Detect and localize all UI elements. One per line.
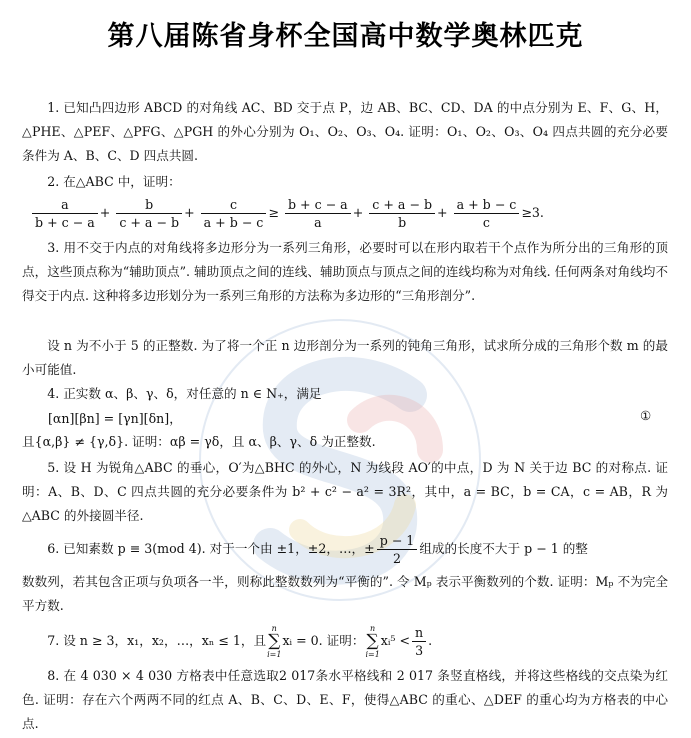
fraction: $\frac{b + c - a}{a}$ xyxy=(285,196,351,231)
fraction: $\frac{a + b - c}{c}$ xyxy=(454,196,520,231)
problem-5: 5. 设 H 为锐角△ABC 的垂心，O′为△BHC 的外心，N 为线段 AO′的中点，D 为 N 关于边 BC 的对称点. 证明：A、B、D、C 四点共圆的充分必要条件为 b² + c² − a² = 3R²，其中，a = BC，b = CA，c = AB，R 为△ABC 的外接圆半径. xyxy=(22,460,668,523)
problem-1: 1. 已知凸四边形 ABCD 的对角线 AC、BD 交于点 P，边 AB、BC、CD、DA 的中点分别为 E、F、G、H，△PHE、△PEF、△PFG、△PGH 的外心分别为 O₁、O₂、O₃、O₄. 证明：O₁、O₂、O₃、O₄ 四点共圆的充分必要条件为 A、B、C、D 四点共圆. xyxy=(22,100,668,163)
page-title: 第八届陈省身杯全国高中数学奥林匹克 xyxy=(107,21,584,52)
problem-2-intro: 2. 在△ABC 中，证明： xyxy=(47,174,181,189)
equation-number: ① xyxy=(640,408,652,423)
fraction: $\frac{n}{3}$ xyxy=(412,624,426,659)
fraction: $\frac{b}{c + a - b}$ xyxy=(116,196,182,231)
problem-7: 7. 设 n ≥ 3，x₁，x₂，…，xₙ ≤ 1，且 n ∑ i=1 xᵢ = 0. 证明： n ∑ i=1 xᵢ⁵ < $\frac{n}{3}$ . xyxy=(47,624,433,659)
summation-symbol: n ∑ i=1 xyxy=(267,624,282,659)
problem-6-first-line: 6. 已知素数 p ≡ 3(mod 4). 对于一个由 ±1，±2，…，± $\frac{p - 1}{2}$ 组成的长度不大于 p − 1 的整 xyxy=(47,533,588,566)
problem-2-inequality: $\frac{a}{b + c - a}$ + $\frac{b}{c + a - b}$ + $\frac{c}{a + b - c}$ ≥ $\frac{b + c - a}{a}$ + $\frac{c + a - b}{b}$ + $\frac{a + b - c}{c}$ ≥3. xyxy=(30,196,670,231)
problem-4-equation: [αn][βn] = [γn][δn]， xyxy=(48,411,182,426)
fraction: $\frac{c + a - b}{b}$ xyxy=(369,196,435,231)
fraction: $\frac{p - 1}{2}$ xyxy=(377,532,418,567)
problem-6-rest: 数数列，若其包含正项与负项各一半，则称此整数数列为“平衡的”. 令 Mₚ 表示平衡数列的个数. 证明：Mₚ 不为完全平方数. xyxy=(22,574,668,613)
fraction: $\frac{a}{b + c - a}$ xyxy=(32,196,98,231)
fraction: $\frac{c}{a + b - c}$ xyxy=(201,196,267,231)
summation-symbol: n ∑ i=1 xyxy=(365,624,380,659)
problem-4-intro: 4. 正实数 α、β、γ、δ，对任意的 n ∈ N₊，满足 xyxy=(47,386,322,401)
problem-3-definition: 3. 用不交于内点的对角线将多边形分为一系列三角形，必要时可以在形内取若干个点作为所分出的三角形的顶点，这些顶点称为“辅助顶点”. 辅助顶点之间的连线、辅助顶点与顶点之间的连线均称为对角线. 任何两条对角线均不得交于内点. 这种将多边形划分为一系列三角形的方法称为多边形的“三角形剖分”. xyxy=(22,240,668,303)
problem-4-claim: 且{α,β} ≠ {γ,δ}. 证明：αβ = γδ，且 α、β、γ、δ 为正整数. xyxy=(22,434,376,449)
problem-8: 8. 在 4 030 × 4 030 方格表中任意选取2 017条水平格线和 2 017 条竖直格线，并将这些格线的交点染为红色. 证明：存在六个两两不同的红点 A、B、C、D、E、F，使得△ABC 的重心、△DEF 的重心均为方格表的中心点. xyxy=(22,668,668,731)
problem-3-question: 设 n 为不小于 5 的正整数. 为了将一个正 n 边形剖分为一系列的钝角三角形，试求所分成的三角形个数 m 的最小可能值. xyxy=(22,338,668,377)
